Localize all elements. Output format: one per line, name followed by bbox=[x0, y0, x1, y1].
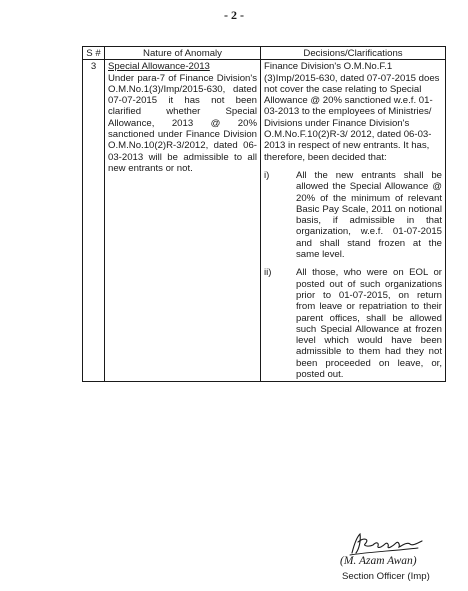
decision-item-text: All the new entrants shall be allowed the Special Allowance @ 20% of the minimum of relevant Basic Pay Scale, 2011 on notional basis, if admissible in that organization, w.e.f. 01-07-2015 and shall stand frozen at the same level. bbox=[296, 169, 442, 261]
header-decision: Decisions/Clarifications bbox=[261, 47, 446, 60]
anomaly-text: Under para-7 of Finance Division's O.M.No.1(3)/Imp/2015-630, dated 07-07-2015 it has not been clarified whether Special Allowance, 2013 @ 20% sanctioned under Finance Division O.M.No.10(2)R-3/2012, dated 06-03-2013 will be admissible to all new entrants or not. bbox=[108, 72, 257, 174]
page-number: - 2 - bbox=[224, 8, 244, 22]
table-row bbox=[83, 60, 446, 382]
decision-intro: Finance Division's O.M.No.F.1 (3)Imp/2015-630, dated 07-07-2015 does not cover the case relating to Special Allowance @ 20% sanctioned w.e.f. 01-03-2013 to the employees of Ministries/ Divisions under Finance Division's O.M.No.F.10(2)R-3/ 2012, dated 06-03-2013 in respect of new entrants. It has, therefore, been decided that: bbox=[264, 61, 440, 163]
decision-item-marker: ii) bbox=[264, 267, 272, 279]
anomaly-table bbox=[82, 46, 446, 382]
decision-item-2 bbox=[264, 267, 442, 380]
table-header-row bbox=[83, 47, 446, 60]
decision-item-1 bbox=[264, 170, 442, 260]
anomaly-cell bbox=[105, 60, 261, 382]
decision-item-text: All those, who were on EOL or posted out of such organizations prior to 01-07-2015, on return from leave or repatriation to their parent offices, shall be allowed such Special Allowance at frozen level which would have been admissible to them had they not been proceeded on leave, or, posted out. bbox=[296, 267, 442, 381]
decision-cell bbox=[261, 60, 446, 382]
signatory-name: (M. Azam Awan) bbox=[340, 555, 417, 567]
handwritten-signature bbox=[348, 531, 428, 557]
row-serial: 3 bbox=[83, 60, 105, 382]
header-anomaly: Nature of Anomaly bbox=[105, 47, 261, 60]
header-serial: S # bbox=[83, 47, 105, 60]
anomaly-title: Special Allowance-2013 bbox=[108, 61, 210, 73]
decision-item-marker: i) bbox=[264, 169, 270, 181]
signatory-designation: Section Officer (Imp) bbox=[342, 571, 430, 582]
